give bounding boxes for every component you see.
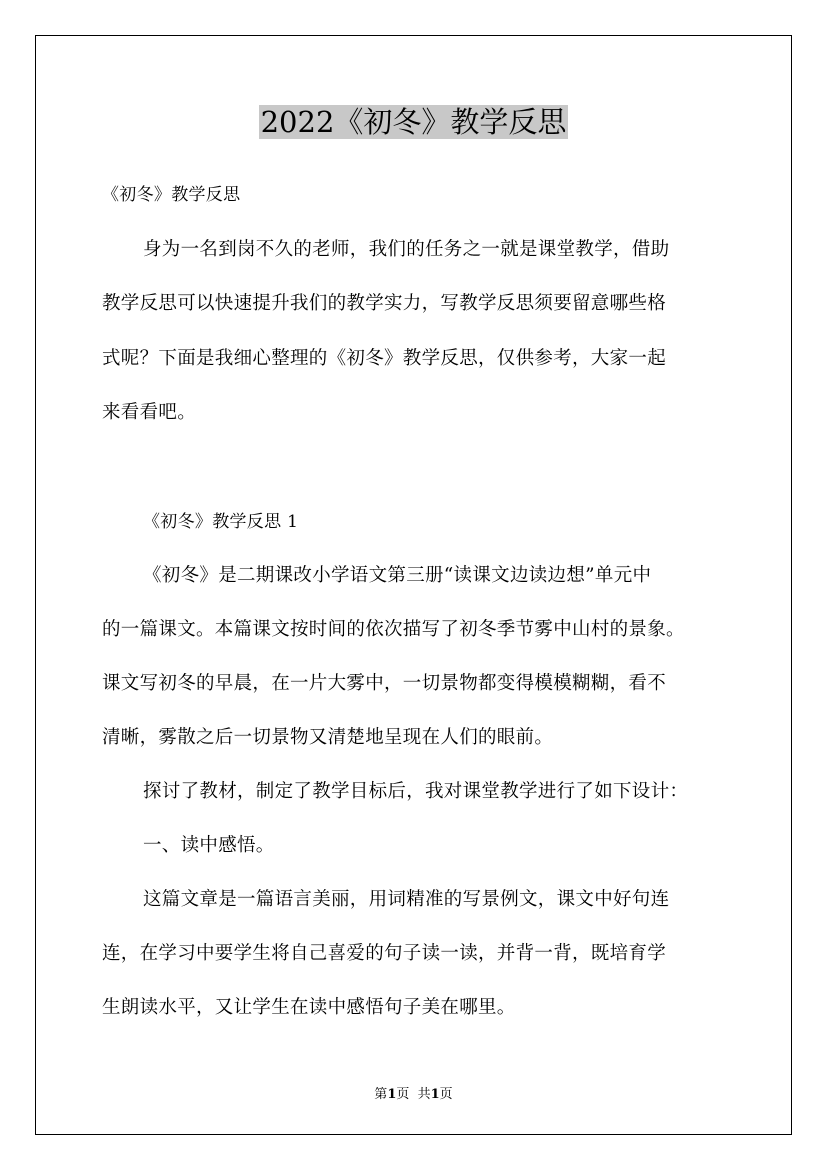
para1-line-1: 《初冬》是二期课改小学语文第三册“读课文边读边想”单元中 bbox=[143, 565, 652, 586]
footer-page-number: 1 bbox=[387, 1087, 397, 1102]
para1-line-4: 清晰，雾散之后一切景物又清楚地呈现在人们的眼前。 bbox=[102, 727, 554, 748]
para1-line-3: 课文写初冬的早晨，在一片大雾中，一切景物都变得模模糊糊，看不 bbox=[102, 673, 667, 694]
footer-page-prefix: 第 bbox=[374, 1087, 388, 1102]
intro-line-2: 教学反思可以快速提升我们的教学实力，写教学反思须要留意哪些格 bbox=[102, 293, 667, 314]
intro-line-4: 来看看吧。 bbox=[102, 402, 197, 423]
section-heading: 《初冬》教学反思 1 bbox=[143, 512, 299, 532]
footer-page-suffix: 页 bbox=[439, 1087, 453, 1102]
intro-line-3: 式呢？下面是我细心整理的《初冬》教学反思，仅供参考，大家一起 bbox=[102, 348, 667, 369]
document-title bbox=[0, 102, 827, 142]
para4-line-2: 连，在学习中要学生将自己喜爱的句子读一读，并背一背，既培育学 bbox=[102, 943, 667, 964]
page-footer bbox=[0, 1083, 827, 1102]
para3-line: 一、读中感悟。 bbox=[143, 835, 275, 856]
intro-line-1: 身为一名到岗不久的老师，我们的任务之一就是课堂教学，借助 bbox=[143, 239, 670, 260]
para2-line: 探讨了教材，制定了教学目标后，我对课堂教学进行了如下设计： bbox=[143, 781, 689, 802]
document-subtitle: 《初冬》教学反思 bbox=[102, 185, 241, 205]
footer-total-pages: 1 bbox=[430, 1087, 440, 1102]
para4-line-1: 这篇文章是一篇语言美丽，用词精准的写景例文，课文中好句连 bbox=[143, 889, 670, 910]
para4-line-3: 生朗读水平，又让学生在读中感悟句子美在哪里。 bbox=[102, 997, 516, 1018]
document-title-text: 2022《初冬》教学反思 bbox=[260, 105, 567, 139]
footer-page-mid: 页 共 bbox=[396, 1087, 431, 1102]
para1-line-2: 的一篇课文。本篇课文按时间的依次描写了初冬季节雾中山村的景象。 bbox=[102, 619, 685, 640]
